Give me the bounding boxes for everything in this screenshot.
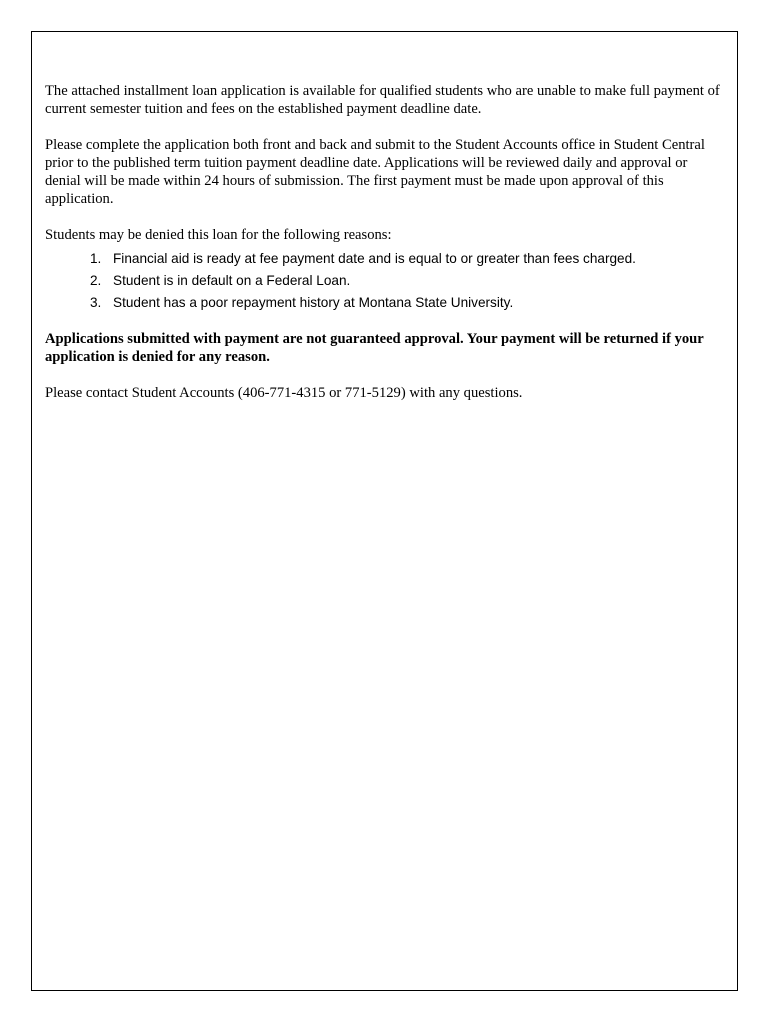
denial-intro-paragraph: Students may be denied this loan for the following reasons:	[45, 227, 392, 243]
intro-paragraph: The attached installment loan application is available for qualified students who are unable to make full payment of current semester tuition and fees on the established payment deadline date.	[45, 83, 720, 117]
approval-notice: Applications submitted with payment are not guaranteed approval. Your payment will be returned if your application is denied for any reason.	[45, 331, 704, 365]
contact-paragraph: Please contact Student Accounts (406-771-4315 or 771-5129) with any questions.	[45, 385, 523, 401]
list-item-text: Financial aid is ready at fee payment date and is equal to or greater than fees charged.	[113, 251, 636, 266]
list-item	[45, 292, 725, 314]
list-item-number: 3.	[90, 295, 102, 310]
list-item	[45, 248, 725, 270]
list-item-text: Student is in default on a Federal Loan.	[113, 273, 351, 288]
denial-reasons-list	[45, 248, 725, 314]
document-body	[45, 82, 725, 402]
list-item	[45, 270, 725, 292]
list-item-text: Student has a poor repayment history at Montana State University.	[113, 295, 514, 310]
instructions-paragraph: Please complete the application both front and back and submit to the Student Accounts office in Student Central prior to the published term tuition payment deadline date. Applications will be reviewed daily and approval or denial will be made within 24 hours of submission. The first payment must be made upon approval of this application.	[45, 137, 705, 207]
list-item-number: 1.	[90, 251, 102, 266]
list-item-number: 2.	[90, 273, 102, 288]
